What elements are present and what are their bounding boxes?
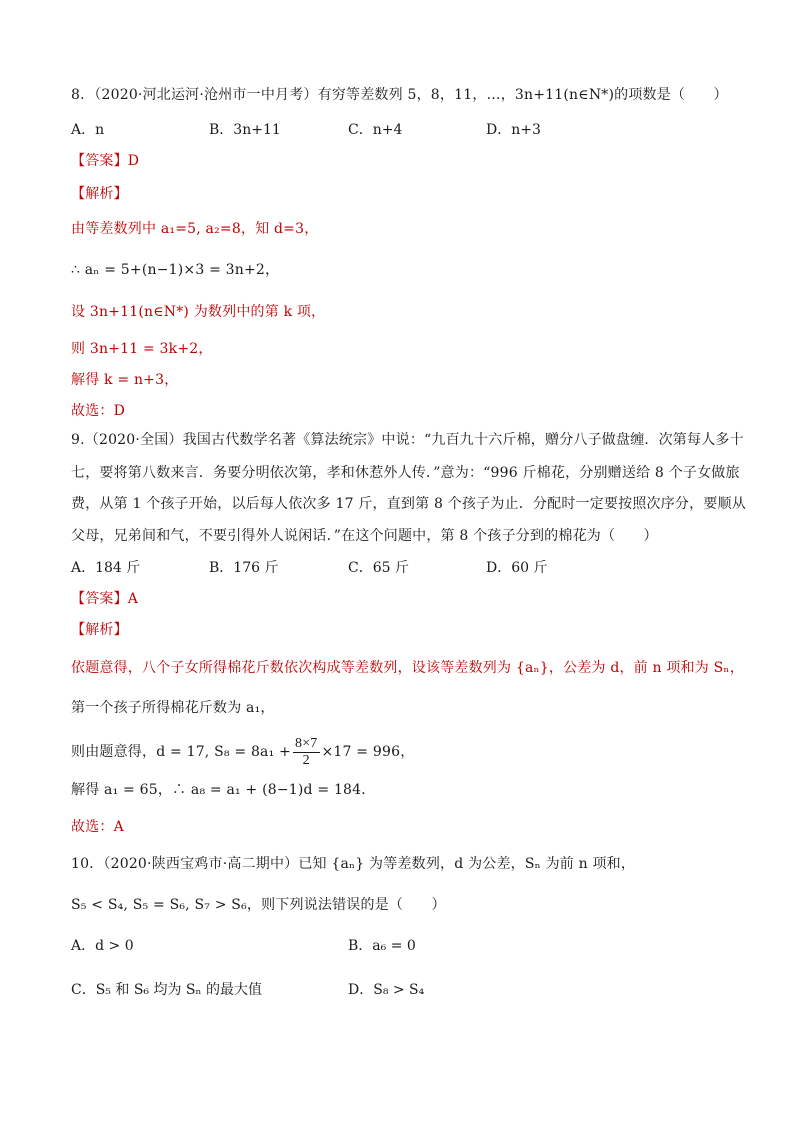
fraction-numerator: 8×7 bbox=[295, 735, 318, 751]
q8-step-1: 由等差数列中 a₁=5, a₂=8，知 d=3， bbox=[71, 221, 319, 237]
q9-step-5: 故选：A bbox=[71, 819, 124, 835]
q9-option-a: A．184 斤 bbox=[71, 560, 141, 576]
q8-option-a: A．n bbox=[71, 122, 105, 138]
q10-stem-line-2: S₅ < S₄, S₅ = S₆, S₇ > S₆，则下列说法错误的是（ ） bbox=[71, 897, 446, 913]
q9-step-3 bbox=[71, 734, 414, 770]
q10-option-d: D．S₈ > S₄ bbox=[348, 982, 425, 998]
q9-stem-line-2: 七，要将第八数来言．务要分明依次第，孝和休惹外人传．”意为：“996 斤棉花，分别赠送给 8 个子女做旅 bbox=[71, 465, 740, 481]
q9-step-3-lead: 则由题意得，d = 17, S₈ = 8a₁ + bbox=[71, 744, 291, 760]
q10-option-a: A．d > 0 bbox=[71, 938, 134, 954]
q9-step-3-tail: ×17 = 996， bbox=[321, 744, 415, 760]
q9-step-2: 第一个孩子所得棉花斤数为 a₁， bbox=[71, 700, 275, 716]
q8-option-b: B．3n+11 bbox=[209, 122, 281, 138]
q8-step-4: 则 3n+11 = 3k+2， bbox=[71, 341, 213, 357]
q9-stem-line-3: 费，从第 1 个孩子开始，以后每人依次多 17 斤，直到第 8 个孩子为止．分配时一定要按照次序分，要顺从 bbox=[71, 496, 746, 512]
q8-step-5: 解得 k = n+3， bbox=[71, 372, 179, 388]
q10-option-c: C．S₅ 和 S₆ 均为 Sₙ 的最大值 bbox=[71, 982, 263, 998]
q8-step-3: 设 3n+11(n∈N*) 为数列中的第 k 项， bbox=[71, 304, 326, 320]
q9-stem-line-4: 父母，兄弟间和气，不要引得外人说闲话．”在这个问题中，第 8 个孩子分到的棉花为（ ） bbox=[71, 528, 658, 544]
fraction-denominator: 2 bbox=[302, 752, 310, 768]
q9-analysis-label: 【解析】 bbox=[71, 622, 128, 638]
q10-stem-line-1: 10．（2020·陕西宝鸡市·高二期中）已知 {aₙ} 为等差数列，d 为公差，Sₙ 为前 n 项和， bbox=[71, 856, 636, 872]
q8-step-2: ∴ aₙ = 5+(n−1)×3 = 3n+2， bbox=[71, 262, 280, 278]
q9-option-d: D．60 斤 bbox=[486, 560, 548, 576]
q8-stem: 8．（2020·河北运河·沧州市一中月考）有穷等差数列 5，8，11，…，3n+11(n∈N*)的项数是（ ） bbox=[71, 87, 728, 103]
q9-option-c: C．65 斤 bbox=[348, 560, 409, 576]
q9-option-b: B．176 斤 bbox=[209, 560, 279, 576]
q9-stem-line-1: 9.（2020·全国）我国古代数学名著《算法统宗》中说：“九百九十六斤棉，赠分八子做盘缠．次第每人多十 bbox=[71, 432, 744, 448]
q9-step-3-fraction bbox=[293, 736, 320, 769]
q8-answer: 【答案】D bbox=[71, 153, 140, 169]
q9-step-1: 依题意得，八个子女所得棉花斤数依次构成等差数列，设该等差数列为 {aₙ}，公差为 d，前 n 项和为 Sₙ， bbox=[71, 660, 744, 676]
q10-option-b: B．a₆ = 0 bbox=[348, 938, 416, 954]
q8-analysis-label: 【解析】 bbox=[71, 186, 128, 202]
q8-step-6: 故选：D bbox=[71, 403, 126, 419]
q8-option-c: C．n+4 bbox=[348, 122, 403, 138]
q9-step-4: 解得 a₁ = 65，∴ a₈ = a₁ + (8−1)d = 184． bbox=[71, 782, 376, 798]
q8-option-d: D．n+3 bbox=[486, 122, 541, 138]
q9-answer: 【答案】A bbox=[71, 591, 139, 607]
